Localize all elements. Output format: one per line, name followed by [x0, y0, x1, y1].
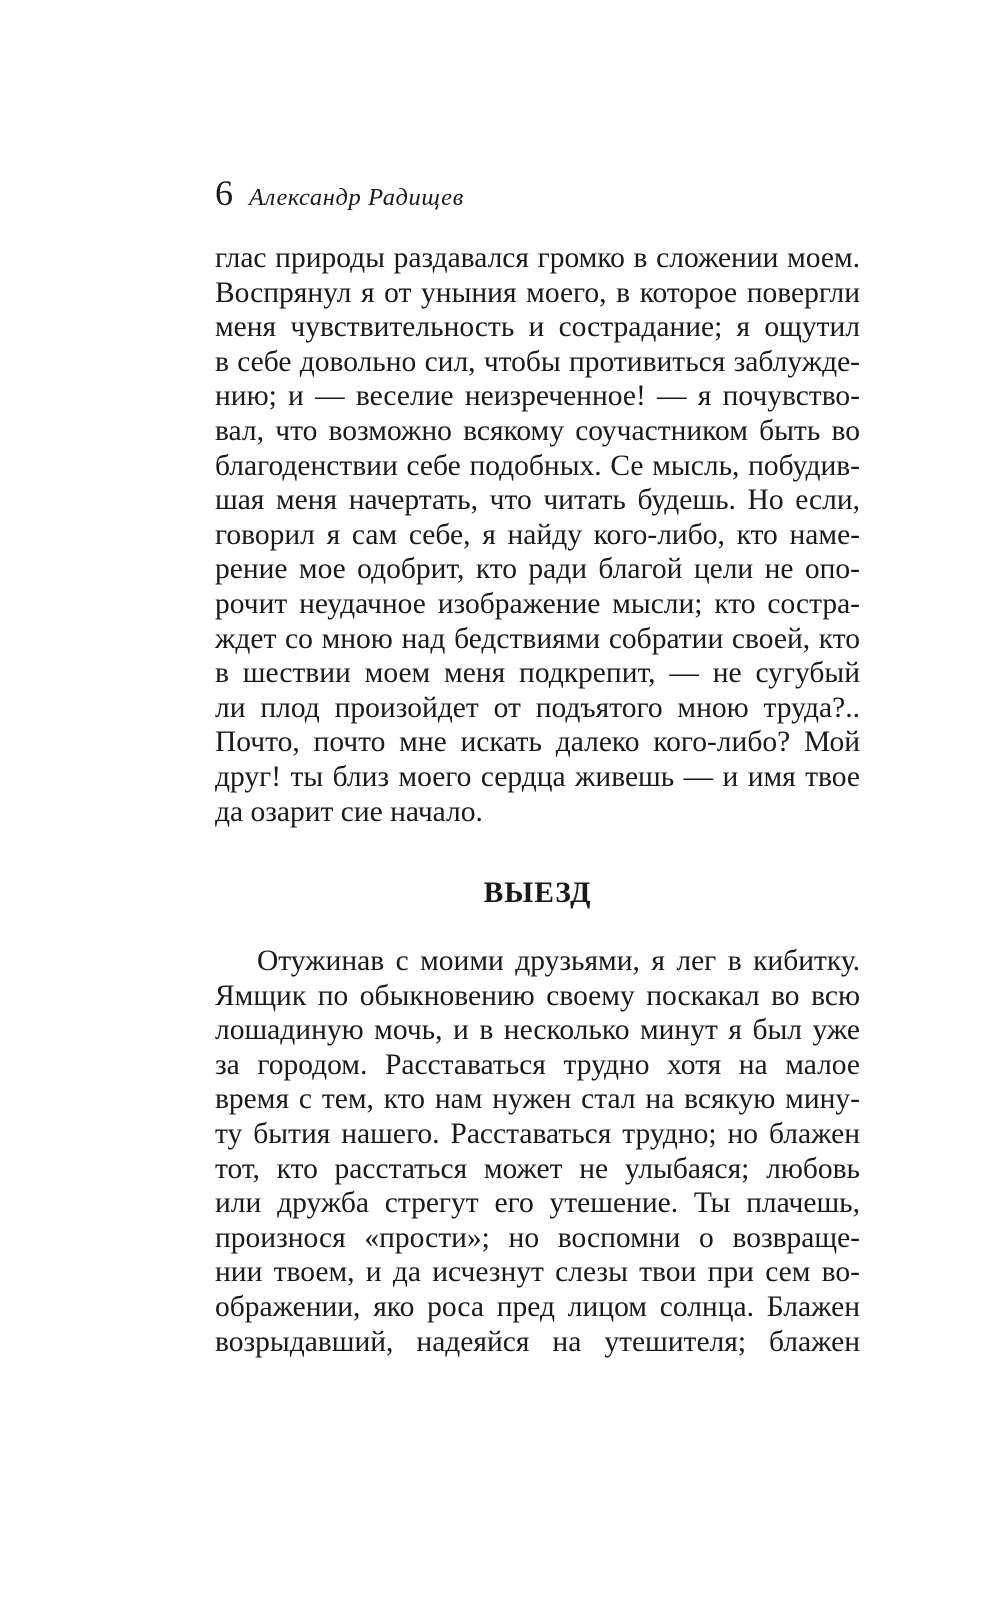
text-line: ображении, яко роса пред лицом солнца. Блажен: [215, 1290, 860, 1323]
text-line: тот, кто расстаться может не улыбаяся; любовь: [215, 1152, 860, 1185]
text-line: Отужинав с моими друзьями, я лег в кибитку.: [257, 945, 860, 977]
page-number: 6: [215, 173, 233, 213]
text-line: ждет со мною над бедствиями собратии своей, кто: [215, 622, 860, 655]
text-line: нию; и — веселие неизреченное! — я почувство-: [215, 380, 860, 413]
text-line: лошадиную мочь, и в несколько минут я был уже: [215, 1014, 860, 1047]
text-line: время с тем, кто нам нужен стал на всякую мину-: [215, 1083, 860, 1116]
chapter-title: ВЫЕЗД: [483, 877, 592, 909]
intro-paragraph: [215, 241, 860, 829]
text-line: ту бытия нашего. Расставаться трудно; но блажен: [215, 1117, 860, 1150]
text-line: рочит неудачное изображение мысли; кто состра-: [215, 587, 860, 620]
text-line: в шествии моем меня подкрепит, — не сугубый: [215, 657, 860, 690]
text-line: говорил я сам себе, я найду кого-либо, кто наме-: [215, 518, 860, 551]
running-head-author: Александр Радищев: [249, 184, 464, 211]
text-line: да озарит сие начало.: [215, 795, 483, 828]
text-line: за городом. Расставаться трудно хотя на малое: [215, 1048, 860, 1081]
text-line: Ямщик по обыкновению своему поскакал во всю: [215, 979, 860, 1012]
text-line: возрыдавший, надеяйся на утешителя; блажен: [215, 1325, 860, 1358]
text-line: или дружба стрегут его утешение. Ты плачешь,: [215, 1187, 860, 1220]
text-line: в себе довольно сил, чтобы противиться заблужде-: [215, 345, 860, 378]
chapter-paragraph: [215, 944, 860, 1359]
text-line: Почто, почто мне искать далеко кого-либо? Мой: [215, 726, 860, 759]
text-line: меня чувствительность и сострадание; я ощутил: [215, 311, 860, 344]
text-line: рение мое одобрит, кто ради благой цели не опо-: [215, 553, 860, 586]
text-line: ли плод произойдет от подъятого мною труда?..: [215, 691, 860, 724]
text-line: шая меня начертать, что читать будешь. Но если,: [215, 484, 860, 517]
running-head: [215, 172, 464, 214]
text-line: глас природы раздавался громко в сложении моем.: [215, 242, 860, 274]
text-line: друг! ты близ моего сердца живешь — и имя твое: [215, 760, 860, 793]
text-line: нии твоем, и да исчезнут слезы твои при сем во-: [215, 1256, 860, 1289]
text-line: произнося «прости»; но воспомни о возвраще-: [215, 1221, 860, 1254]
text-line: благоденствии себе подобных. Се мысль, побудив-: [215, 449, 860, 482]
text-line: вал, что возможно всякому соучастником быть во: [215, 414, 860, 447]
text-line: Воспрянул я от уныния моего, в которое повергли: [215, 276, 860, 309]
